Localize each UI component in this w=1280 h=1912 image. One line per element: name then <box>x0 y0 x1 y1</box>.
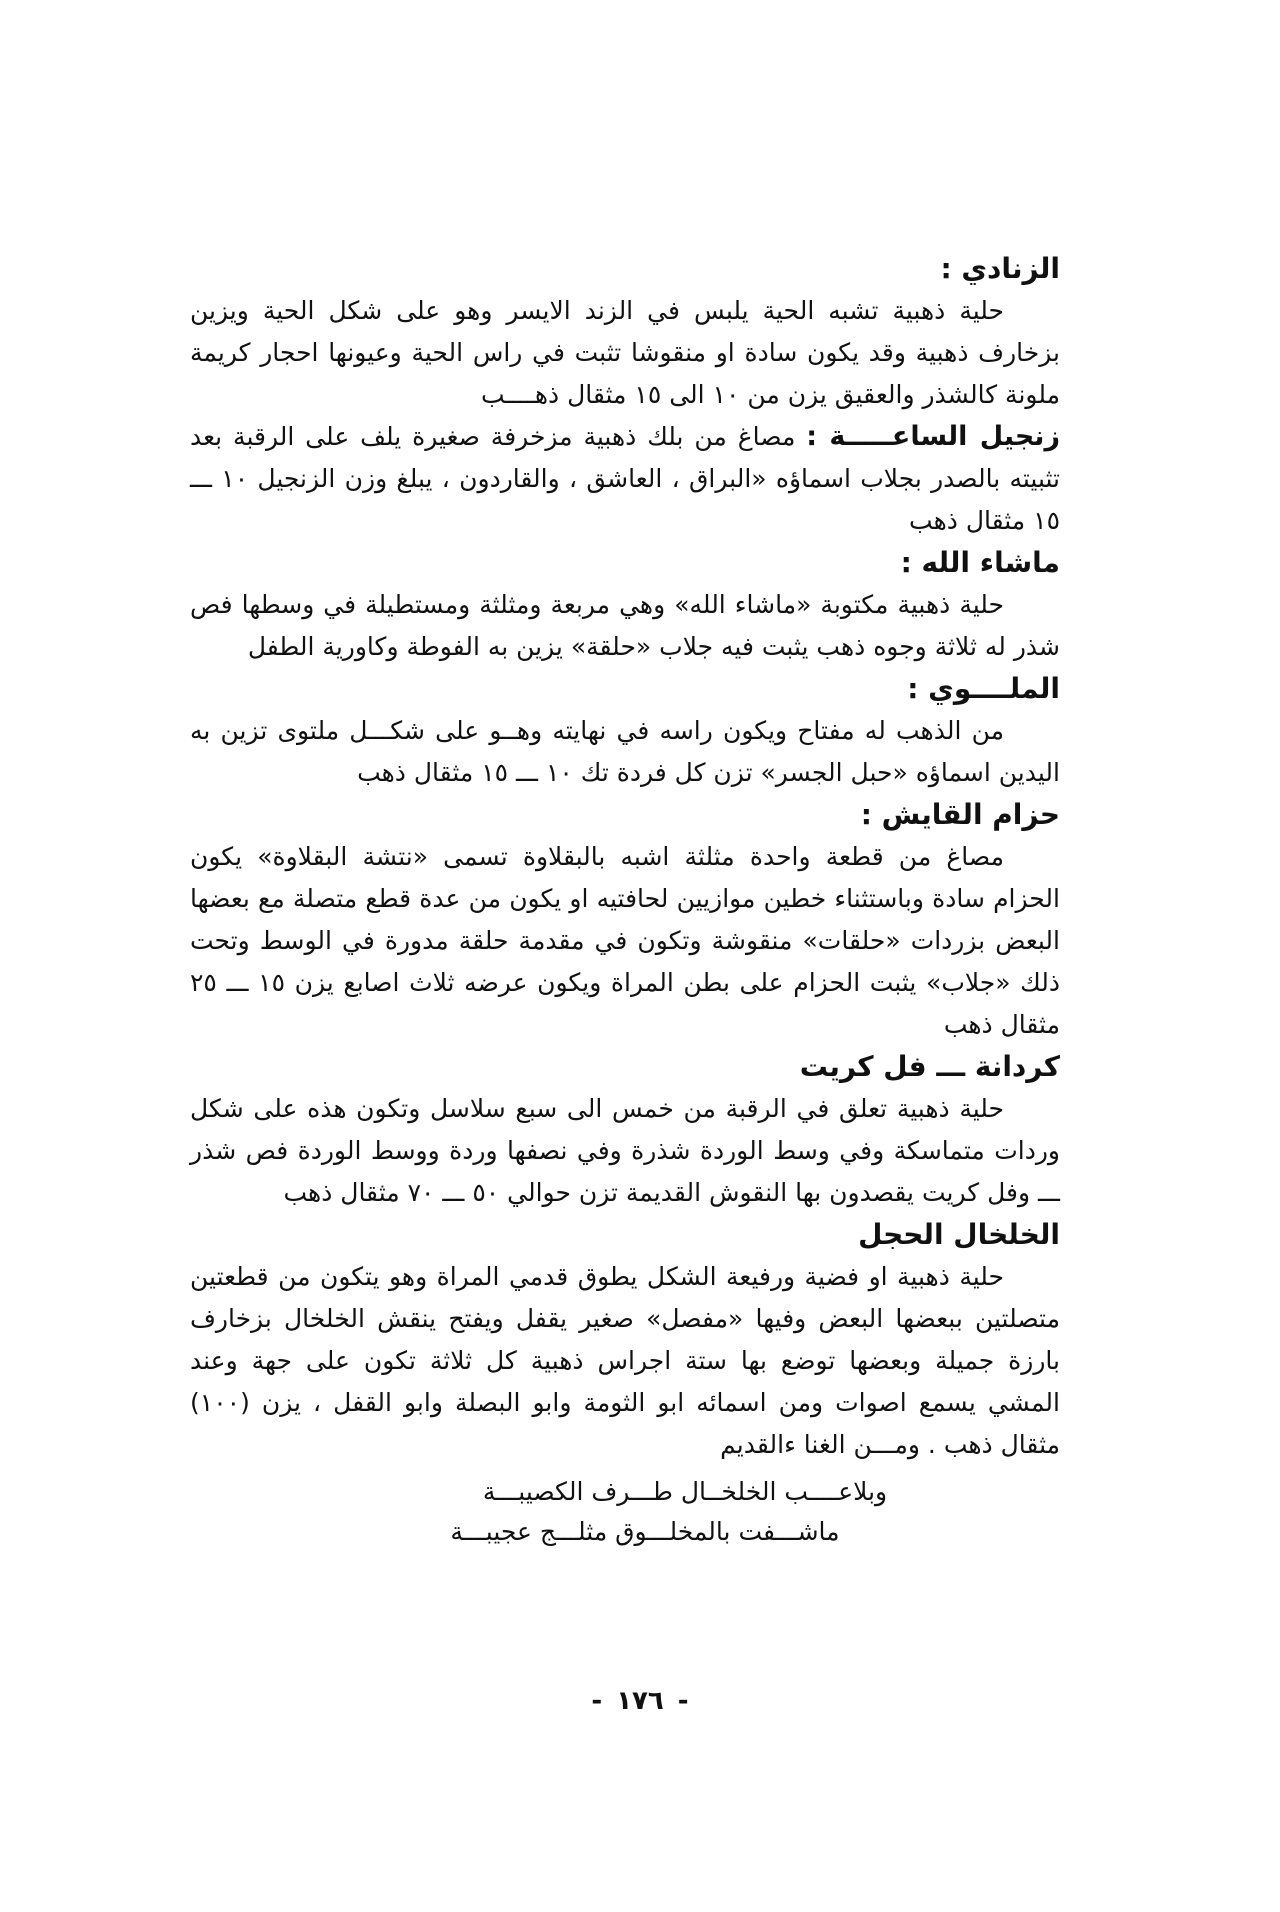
paragraph-zanadi-text: حلية ذهبية تشبه الحية يلبس في الزند الايسر وهو على شكل الحية ويزين بزخارف ذهبية وقد يكون سادة او منقوشا تثبت في راس الحية وعيونها احجار كريمة ملونة كالشذر والعقيق يزن من ١٠ الى ١٥ مثقال ذهــــب <box>190 296 1060 409</box>
paragraph-malawi <box>190 710 1060 794</box>
paragraph-mashallah <box>190 584 1060 668</box>
heading-mashallah: ماشاء الله : <box>900 546 1060 579</box>
paragraph-khalkhal-text: حلية ذهبية او فضية ورفيعة الشكل يطوق قدمي المراة وهو يتكون من قطعتين متصلتين ببعضها البعض وفيها «مفصل» صغير يقفل ويفتح ينقش الخلخال بزخارف بارزة جميلة وبعضها توضع بها ستة اجراس ذهبية كل ثلاثة تكون على جهة وعند المشي يسمع اصوات ومن اسمائه ابو الثومة وابو البصلة وابو القفل ، يزن (١٠٠) مثقال ذهب . ومـــن الغنا ءالقديم <box>190 1262 1060 1459</box>
paragraph-zanjil-text: مصاغ من بلك ذهبية مزخرفة صغيرة يلف على الرقبة بعد تثبيته بالصدر بجلاب اسماؤه «البراق ، العاشق ، والقاردون ، يبلغ وزن الزنجيل ١٠ ـــ ١٥ مثقال ذهب <box>190 422 1060 535</box>
page-number-dash-left: - <box>677 1686 689 1716</box>
heading-malawi: الملــــوي : <box>907 672 1060 705</box>
paragraph-mashallah-text: حلية ذهبية مكتوبة «ماشاء الله» وهي مربعة ومثلثة ومستطيلة في وسطها فص شذر له ثلاثة وجوه ذهب يثبت فيه جلاب «حلقة» يزين به الفوطة وكاورية الطفل <box>190 590 1060 661</box>
heading-zanjil: زنجيل الساعـــــة : <box>806 421 1060 452</box>
paragraph-kardana-text: حلية ذهبية تعلق في الرقبة من خمس الى سبع سلاسل وتكون هذه على شكل وردات متماسكة وفي وسط الوردة شذرة وفي نصفها وردة ووسط الوردة فص شذر ـــ وفل كريت يقصدون بها النقوش القديمة تزن حوالي ٥٠ ـــ ٧٠ مثقال ذهب <box>190 1094 1060 1207</box>
page-number-value: ١٧٦ <box>616 1686 664 1716</box>
paragraph-zanjil <box>190 416 1060 542</box>
paragraph-zanadi <box>190 290 1060 416</box>
heading-zanadi: الزنادي : <box>940 252 1060 285</box>
paragraph-kardana <box>190 1088 1060 1214</box>
poem-verse <box>190 1472 1060 1552</box>
page-number-dash-right: - <box>591 1686 603 1716</box>
poem-line-1: وبلاعــــب الخلخــال طـــرف الكصيبـــة <box>482 1477 888 1506</box>
heading-khalkhal: الخلخال الحجل <box>858 1218 1060 1251</box>
heading-hizam: حزام القايش : <box>860 798 1060 831</box>
paragraph-hizam <box>190 836 1060 1046</box>
paragraph-khalkhal <box>190 1256 1060 1466</box>
poem-line-2: ماشـــفت بالمخلـــوق مثلـــج عجيبـــة <box>450 1517 840 1546</box>
heading-kardana: كردانة ـــ فل كريت <box>799 1050 1060 1083</box>
paragraph-malawi-text: من الذهب له مفتاح ويكون راسه في نهايته وهــو على شكـــل ملتوى تزين به اليدين اسماؤه «حبل الجسر» تزن كل فردة تك ١٠ ـــ ١٥ مثقال ذهب <box>190 716 1060 787</box>
document-page <box>190 248 1060 1552</box>
page-number <box>0 1686 1280 1716</box>
paragraph-hizam-text: مصاغ من قطعة واحدة مثلثة اشبه بالبقلاوة تسمى «نتشة البقلاوة» يكون الحزام سادة وباستثناء خطين موازيين لحافتيه او يكون من عدة قطع متصلة مع بعضها البعض بزردات «حلقات» منقوشة وتكون في مقدمة حلقة مدورة في الوسط وتحت ذلك «جلاب» يثبت الحزام على بطن المراة ويكون عرضه ثلاث اصابع يزن ١٥ ـــ ٢٥ مثقال ذهب <box>190 842 1060 1039</box>
